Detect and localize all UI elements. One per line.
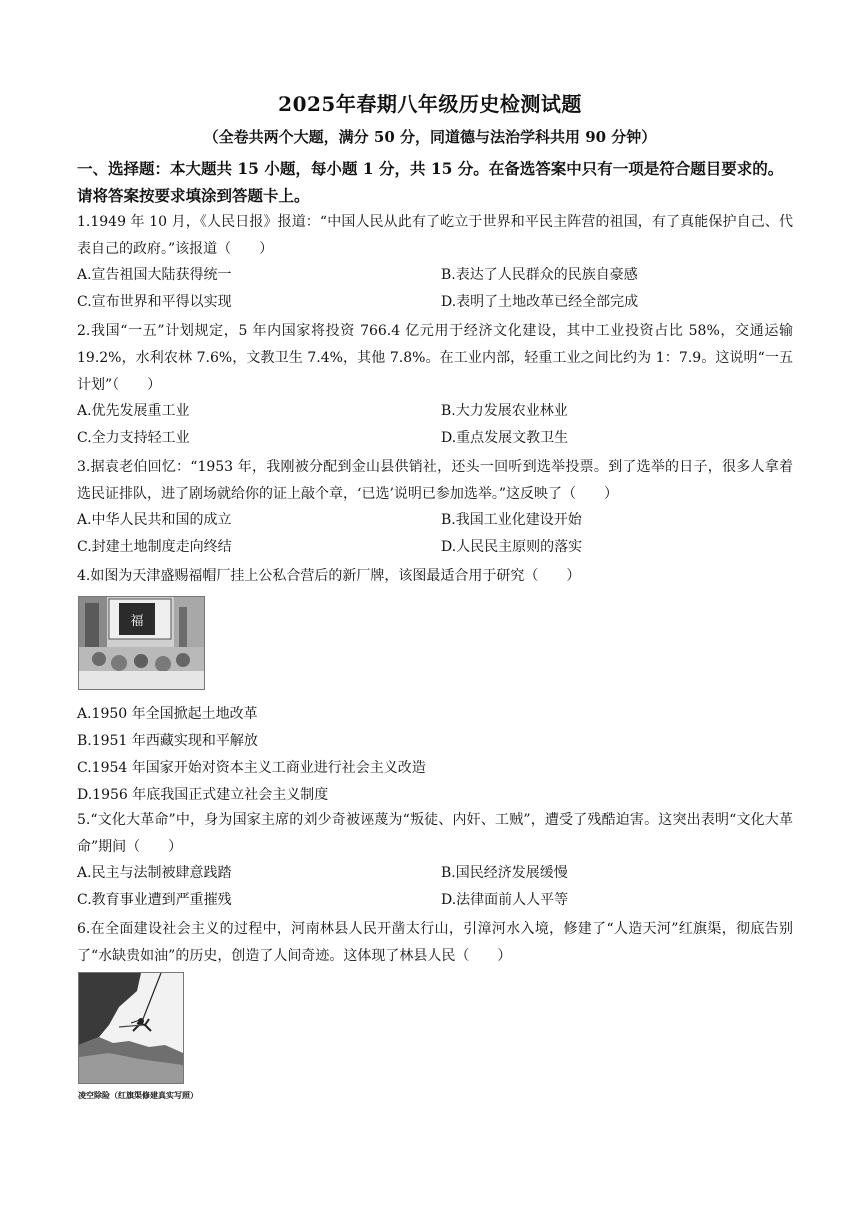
- question-4-stem: 4.如图为天津盛赐福帽厂挂上公私合营后的新厂牌，该图最适合用于研究（ ）: [77, 568, 581, 584]
- question-5-stem: 5.“文化大革命”中，身为国家主席的刘少奇被诬蔑为“叛徒、内奸、工贼”，遭受了残酷迫害。这突出表明“文化大革命”期间（ ）: [77, 812, 793, 855]
- question-5-option-d: D.法律面前人人平等: [441, 892, 569, 908]
- question-3-option-d: D.人民民主原则的落实: [441, 539, 583, 555]
- question-2-stem: 2.我国“一五”计划规定，5 年内国家将投资 766.4 亿元用于经济文化建设，其中工业投资占比 58%，交通运输 19.2%，水利农林 7.6%，文教卫生 7.4%，其他 7.8%。在工业内部，轻重工业之间比约为 1：7.9。这说明“一五计划”（ ）: [77, 323, 793, 393]
- red-flag-canal-caption: 凌空除险（红旗渠修建真实写照）: [78, 1090, 198, 1100]
- question-3-stem: 3.据袁老伯回忆：“1953 年，我刚被分配到金山县供销社，还头一回听到选举投票。到了选举的日子，很多人拿着选民证排队，进了剧场就给你的证上敲个章，‘已选’说明已参加选举。”这反映了（ ）: [77, 459, 793, 502]
- question-5-option-c: C.教育事业遭到严重摧残: [77, 892, 232, 908]
- red-flag-canal-photo-graphic: [79, 973, 183, 1083]
- question-3-option-a: A.中华人民共和国的成立: [77, 512, 232, 528]
- exam-title: 2025年春期八年级历史检测试题: [278, 92, 582, 116]
- factory-sign-character: 福: [130, 614, 144, 629]
- section-1-instruction: 一、选择题：本大题共 15 小题，每小题 1 分，共 15 分。在备选答案中只有一项是符合题目要求的。请将答案按要求填涂到答题卡上。: [77, 159, 784, 205]
- factory-sign-photo: [78, 596, 205, 690]
- factory-sign-photo-graphic: [79, 597, 204, 689]
- question-1-option-d: D.表明了土地改革已经全部完成: [441, 294, 639, 310]
- question-2-option-d: D.重点发展文教卫生: [441, 430, 569, 446]
- question-5-option-b: B.国民经济发展缓慢: [441, 865, 568, 881]
- question-4-option-d: D.1956 年底我国正式建立社会主义制度: [77, 787, 329, 803]
- question-4-option-c: C.1954 年国家开始对资本主义工商业进行社会主义改造: [77, 760, 426, 776]
- question-4-option-b: B.1951 年西藏实现和平解放: [77, 733, 258, 749]
- question-1-stem: 1.1949 年 10 月，《人民日报》报道：“中国人民从此有了屹立于世界和平民主阵营的祖国，有了真能保护自己、代表自己的政府。”该报道（ ）: [77, 214, 793, 257]
- question-2-option-a: A.优先发展重工业: [77, 403, 190, 419]
- question-1-option-b: B.表达了人民群众的民族自豪感: [441, 267, 638, 283]
- exam-subtitle: （全卷共两个大题，满分 50 分，同道德与法治学科共用 90 分钟）: [203, 128, 657, 146]
- question-3-option-c: C.封建土地制度走向终结: [77, 539, 232, 555]
- question-1-option-c: C.宣布世界和平得以实现: [77, 294, 232, 310]
- red-flag-canal-photo: [78, 972, 184, 1084]
- question-5-option-a: A.民主与法制被肆意践踏: [77, 865, 232, 881]
- question-1-option-a: A.宣告祖国大陆获得统一: [77, 267, 232, 283]
- question-3-option-b: B.我国工业化建设开始: [441, 512, 582, 528]
- question-2-option-b: B.大力发展农业林业: [441, 403, 568, 419]
- question-4-option-a: A.1950 年全国掀起土地改革: [77, 706, 258, 722]
- question-2-option-c: C.全力支持轻工业: [77, 430, 190, 446]
- question-6-stem: 6.在全面建设社会主义的过程中，河南林县人民开凿太行山，引漳河水入境，修建了“人造天河”红旗渠，彻底告别了“水缺贵如油”的历史，创造了人间奇迹。这体现了林县人民（ ）: [77, 921, 793, 964]
